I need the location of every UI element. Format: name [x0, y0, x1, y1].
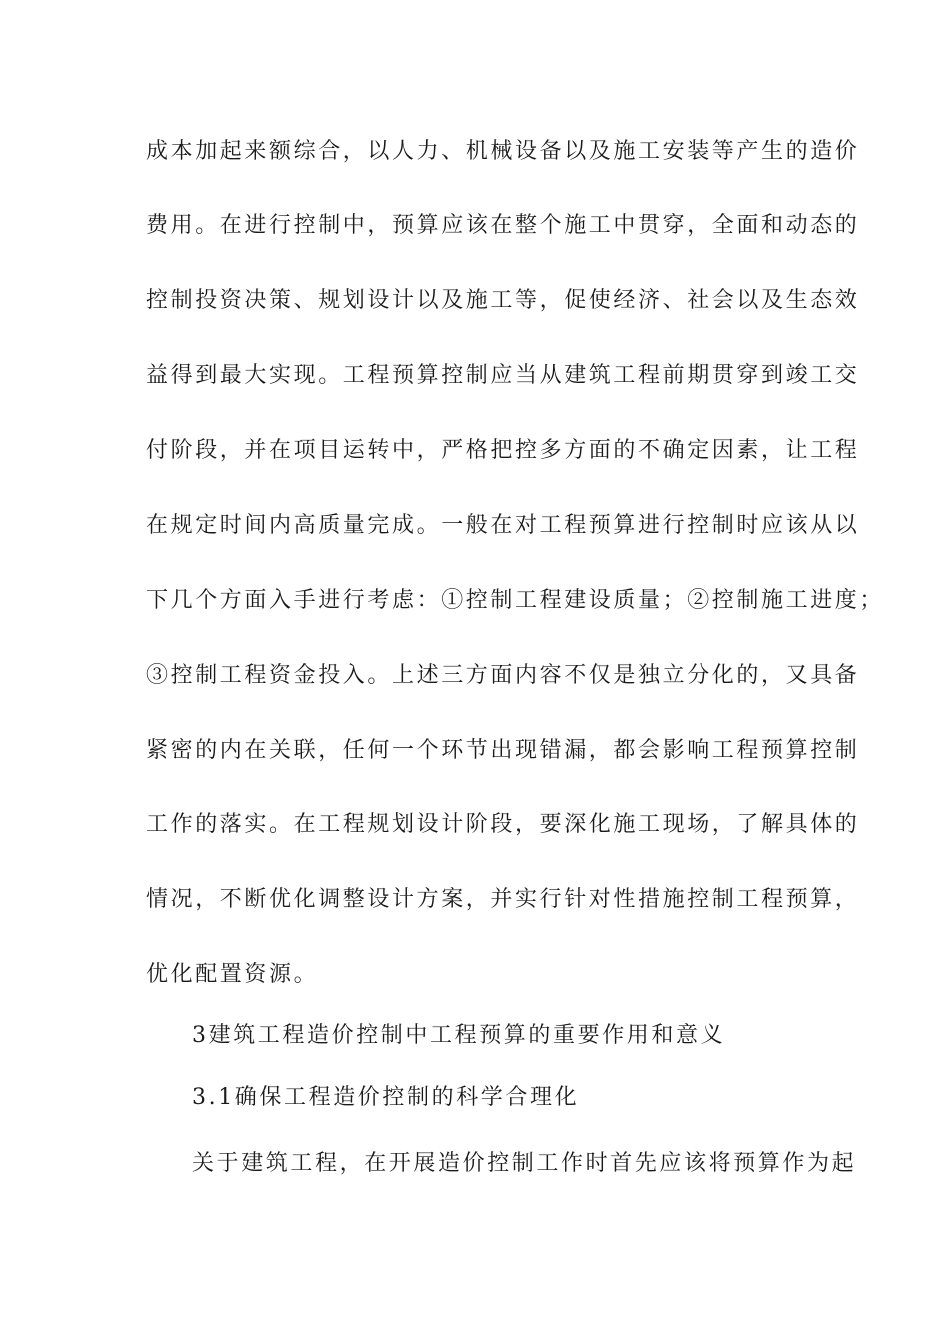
paragraph-line: 控制投资决策、规划设计以及施工等，促使经济、社会以及生态效 — [146, 288, 860, 313]
paragraph-line: 成本加起来额综合，以人力、机械设备以及施工安装等产生的造价 — [146, 139, 860, 164]
paragraph-line: ③控制工程资金投入。上述三方面内容不仅是独立分化的，又具备 — [146, 663, 860, 688]
paragraph-line: 情况，不断优化调整设计方案，并实行针对性措施控制工程预算， — [146, 887, 860, 912]
paragraph-line: 费用。在进行控制中，预算应该在整个施工中贯穿，全面和动态的 — [146, 213, 860, 238]
subsection-heading: 3.1确保工程造价控制的科学合理化 — [192, 1085, 580, 1110]
paragraph-line: 工作的落实。在工程规划设计阶段，要深化施工现场，了解具体的 — [146, 812, 860, 837]
paragraph-line: 下几个方面入手进行考虑：①控制工程建设质量；②控制施工进度； — [146, 588, 885, 613]
paragraph-line: 关于建筑工程，在开展造价控制工作时首先应该将预算作为起 — [192, 1151, 857, 1176]
paragraph-line: 益得到最大实现。工程预算控制应当从建筑工程前期贯穿到竣工交 — [146, 363, 860, 388]
paragraph-line: 在规定时间内高质量完成。一般在对工程预算进行控制时应该从以 — [146, 513, 860, 538]
paragraph-line: 紧密的内在关联，任何一个环节出现错漏，都会影响工程预算控制 — [146, 738, 860, 763]
section-heading: 3建筑工程造价控制中工程预算的重要作用和意义 — [192, 1023, 726, 1048]
paragraph-line: 优化配置资源。 — [146, 962, 319, 987]
paragraph-line: 付阶段，并在项目运转中，严格把控多方面的不确定因素，让工程 — [146, 438, 860, 463]
